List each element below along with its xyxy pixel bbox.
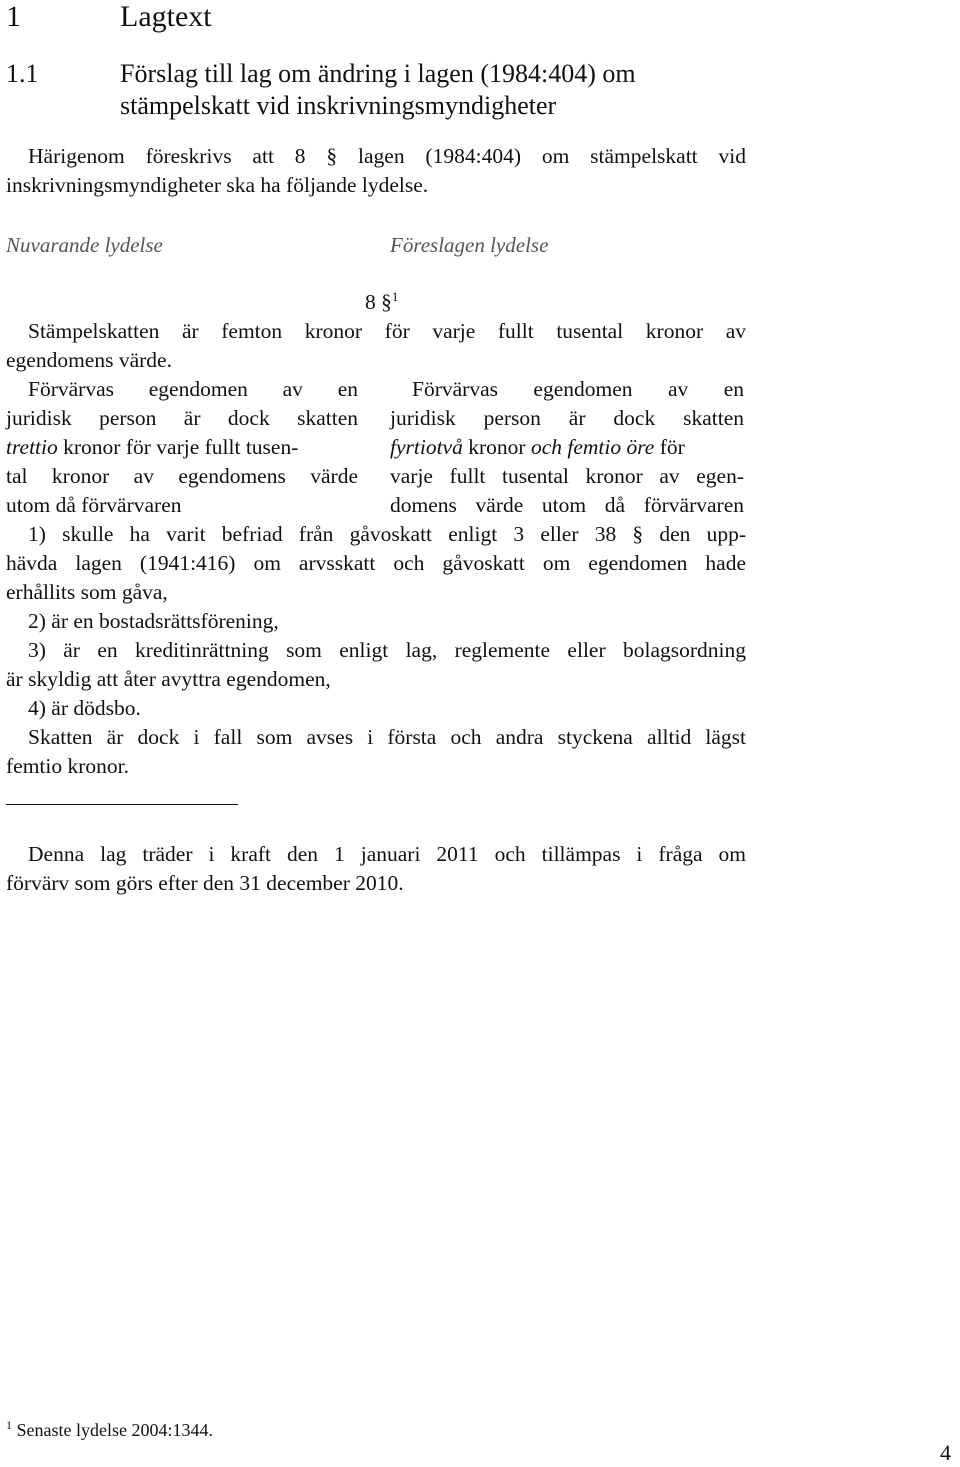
- intro-line1: Härigenom föreskrivs att 8 § lagen (1984:404) om stämpelskatt vid: [28, 144, 746, 168]
- list-item-3-line2: är skyldig att åter avyttra egendomen,: [6, 667, 331, 691]
- para-last-line2: femtio kronor.: [6, 754, 130, 778]
- para-last-line1: Skatten är dock i fall som avses i första och andra styckena alltid lägst: [28, 725, 746, 749]
- section-number: 8 §$^1$: [365, 288, 399, 314]
- intro-line2: inskrivningsmyndigheter ska ha följande lydelse.: [6, 173, 429, 197]
- section-heading-line1: Förslag till lag om ändring i lagen (1984:404) om: [120, 59, 636, 88]
- list-item-1-line1: 1) skulle ha varit befriad från gåvoskatt enligt 3 eller 38 § den upp-: [28, 522, 746, 546]
- section-divider: [6, 804, 238, 805]
- current-line1: Förvärvas egendomen av en: [28, 377, 358, 401]
- entry-into-force-line1: Denna lag träder i kraft den 1 januari 2011 och tillämpas i fråga om: [28, 842, 746, 866]
- current-line3: trettio kronor för varje fullt tusen-: [6, 435, 299, 459]
- current-line2: juridisk person är dock skatten: [6, 406, 358, 430]
- current-line5: utom då förvärvaren: [6, 493, 182, 517]
- footnote-number: 1: [6, 1418, 12, 1432]
- column-label-current: Nuvarande lydelse: [6, 233, 163, 257]
- list-item-3-line1: 3) är en kreditinrättning som enligt lag, reglemente eller bolagsordning: [28, 638, 746, 662]
- proposed-line3: fyrtiotvå kronor och femtio öre för: [390, 435, 685, 459]
- page-number: 4: [940, 1440, 951, 1465]
- footnote-text: Senaste lydelse 2004:1344.: [16, 1420, 213, 1440]
- para1-line2: egendomens värde.: [6, 348, 172, 372]
- footnote-reference[interactable]: 1: [391, 288, 399, 304]
- current-line4: tal kronor av egendomens värde: [6, 464, 358, 488]
- chapter-title: Lagtext: [120, 0, 212, 33]
- proposed-changed-ore: och femtio öre: [530, 435, 655, 459]
- entry-into-force-line2: förvärv som görs efter den 31 december 2010.: [6, 871, 404, 895]
- chapter-number: 1: [6, 0, 21, 33]
- section-heading-line2: stämpelskatt vid inskrivningsmyndigheter: [120, 91, 557, 120]
- list-item-1-line3: erhållits som gåva,: [6, 580, 168, 604]
- list-item-2: 2) är en bostadsrättsförening,: [28, 609, 279, 633]
- proposed-line2: juridisk person är dock skatten: [390, 406, 744, 430]
- proposed-changed-amount: fyrtiotvå: [390, 435, 463, 459]
- footnote: [6, 1418, 213, 1442]
- current-changed-word: trettio: [6, 435, 58, 459]
- proposed-line1: Förvärvas egendomen av en: [412, 377, 744, 401]
- proposed-line4: varje fullt tusental kronor av egen-: [390, 464, 744, 488]
- list-item-1-line2: hävda lagen (1941:416) om arvsskatt och gåvoskatt om egendomen hade: [6, 551, 746, 575]
- para1-line1: Stämpelskatten är femton kronor för varje fullt tusental kronor av: [28, 319, 746, 343]
- list-item-4: 4) är dödsbo.: [28, 696, 141, 720]
- column-label-proposed: Föreslagen lydelse: [390, 233, 549, 257]
- proposed-line5: domens värde utom då förvärvaren: [390, 493, 744, 517]
- section-heading-number: 1.1: [6, 59, 39, 88]
